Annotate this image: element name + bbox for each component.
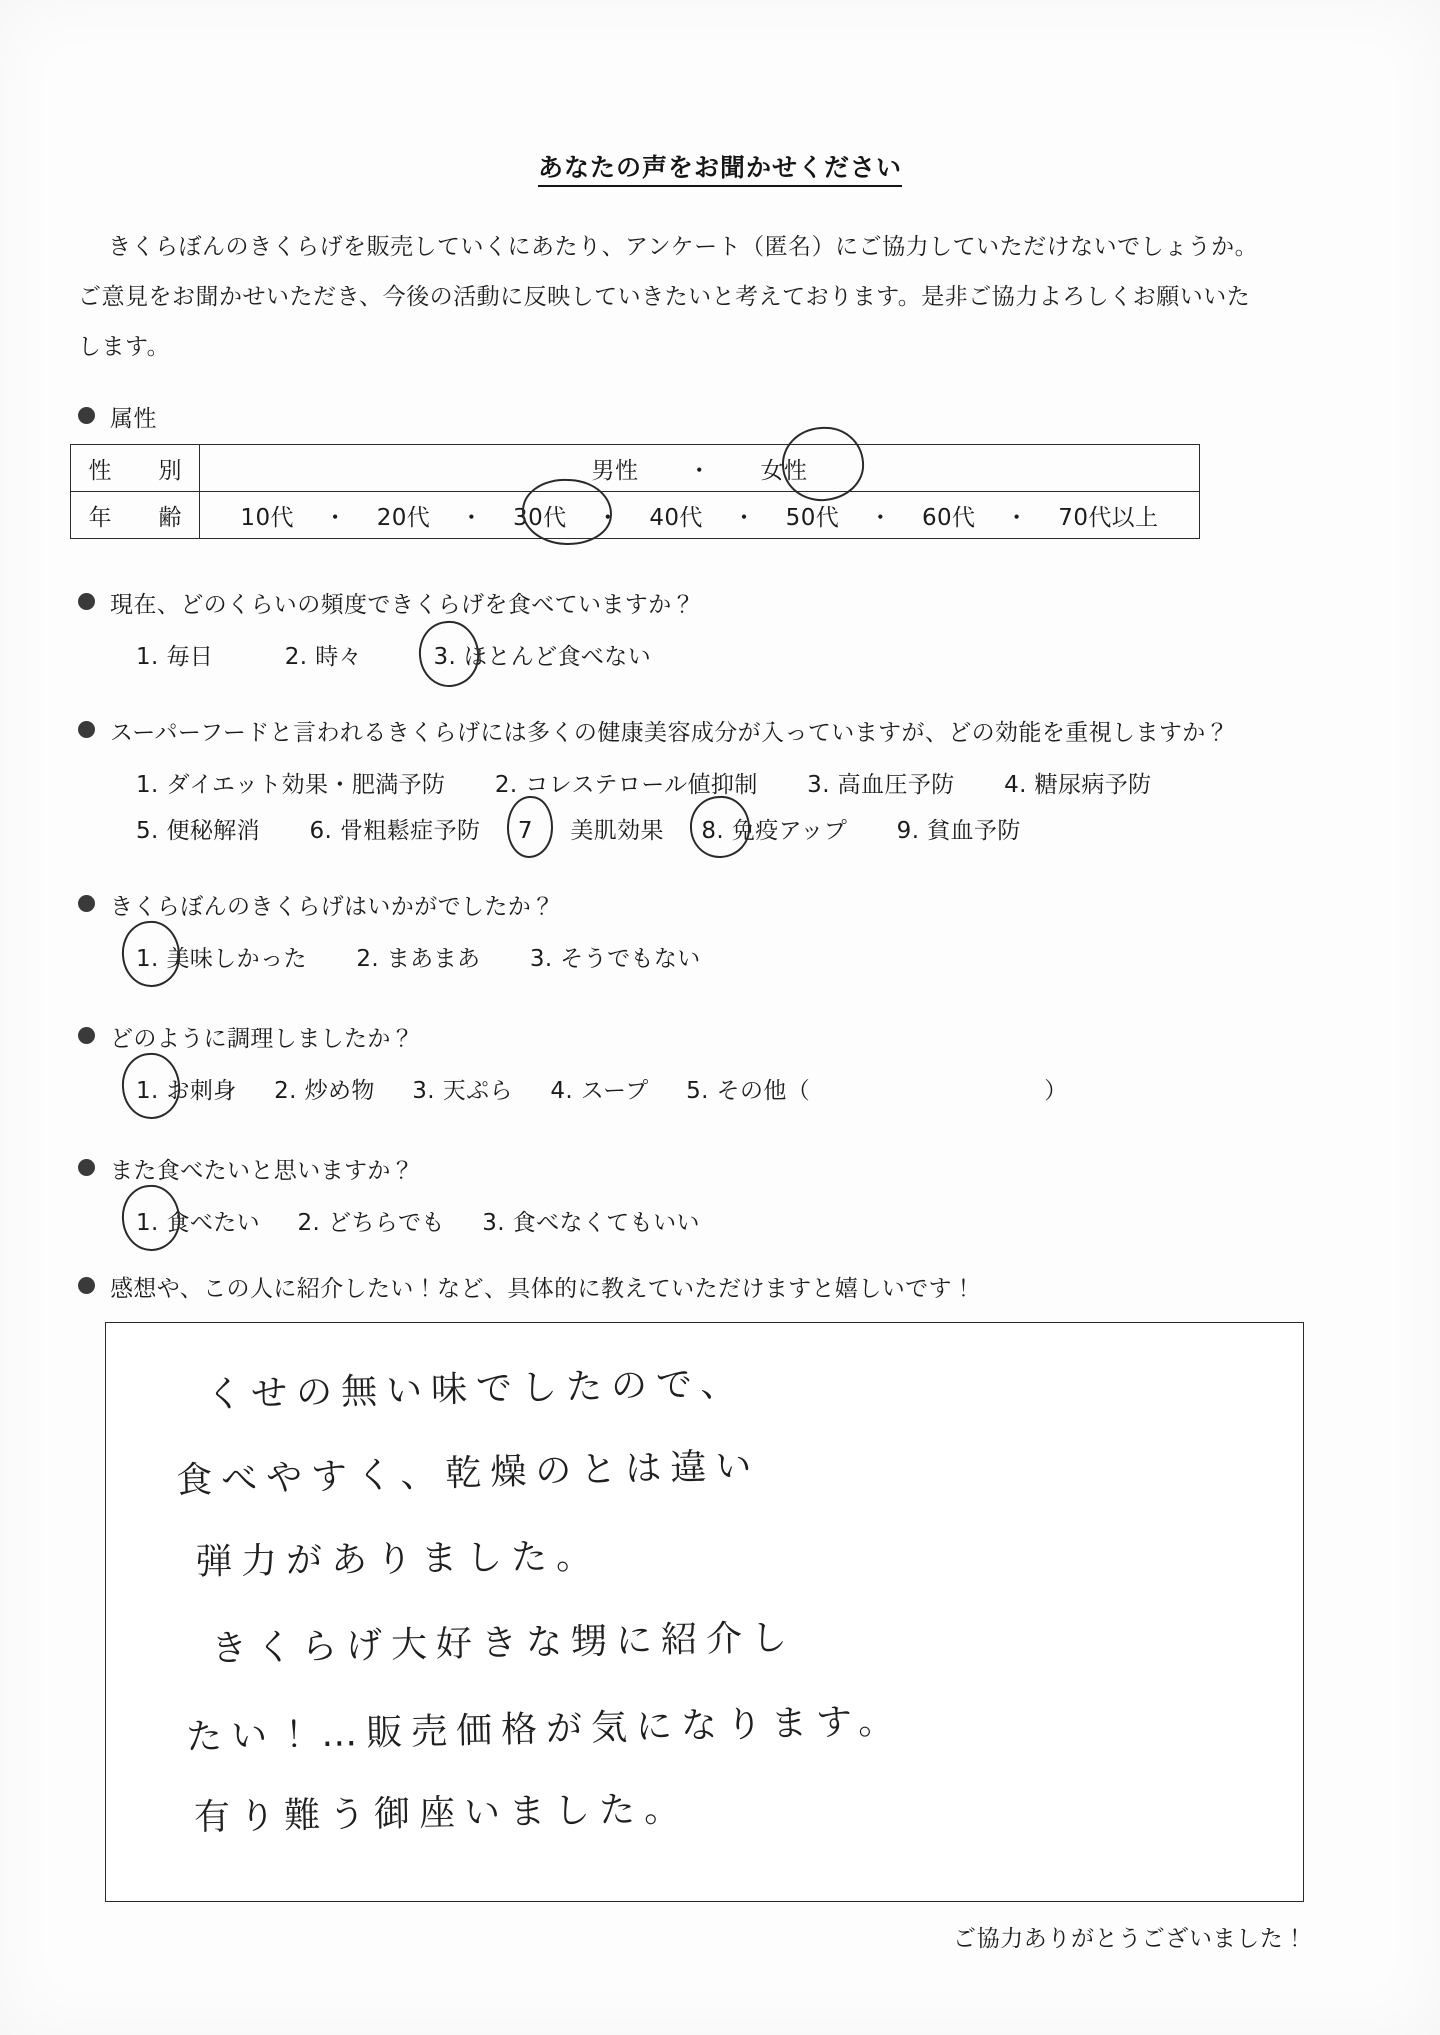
q4-option-1-label: お刺身 [166,1078,237,1104]
q4-option-5-num: 5. [686,1078,709,1104]
q4-option-5[interactable] [686,1068,1067,1114]
q2-heading [78,714,1388,747]
q3-option-1[interactable] [136,936,307,982]
q1-option-3-num: 3. [433,644,457,670]
q3-option-3-label: そうでもない [560,946,701,972]
intro-line-1: きくらぼんのきくらげを販売していくにあたり、アンケート（匿名）にご協力していただけないでしょうか。 [108,234,1259,260]
q2-option-1-num: 1. [136,772,159,798]
age-label: 年 齢 [71,492,200,539]
handwritten-line-2: 食べやすく、乾燥のとは違い [175,1445,761,1502]
q5-option-1-label: 食べたい [166,1210,261,1236]
q2-option-3-num: 3. [807,772,830,798]
q2-option-row-2 [136,808,1388,854]
gender-options[interactable] [200,445,1200,492]
q5-options [136,1200,1388,1246]
q4-option-2-num: 2. [274,1078,297,1104]
q5-heading [78,1152,1388,1185]
age-option-50[interactable]: 50代 [785,504,840,531]
intro-line-2: ご意見をお聞かせいただき、今後の活動に反映していきたいと考えております。是非ご協力よろしくお願いいた [78,284,1251,310]
q3-option-1-num: 1. [136,946,159,972]
q2-option-4-num: 4. [1004,772,1027,798]
q4-heading-label: どのように調理しましたか？ [110,1026,415,1052]
question-q5 [78,1152,1388,1246]
handwritten-line-6: 有り難う御座いました。 [193,1788,690,1839]
age-option-30[interactable]: 30代 [513,504,567,531]
age-sep-6: ・ [1005,504,1029,531]
q4-option-row-1 [136,1068,1388,1114]
age-options[interactable] [200,492,1200,539]
q2-option-1[interactable] [136,762,445,808]
bullet-icon [78,407,95,424]
q2-option-8-label: 免疫アップ [731,818,848,844]
q1-option-1-label: 毎日 [166,644,214,670]
q2-option-9-label: 貧血予防 [927,818,1021,844]
q3-heading-label: きくらぼんのきくらげはいかがでしたか？ [110,894,555,920]
q5-option-3-num: 3. [482,1210,505,1236]
table-row-gender [71,445,1200,492]
q4-option-4[interactable] [550,1068,648,1114]
page-title-text: あなたの声をお聞かせください [538,153,902,187]
q4-option-2-label: 炒め物 [304,1078,375,1104]
age-option-70plus[interactable]: 70代以上 [1058,504,1159,531]
bullet-icon [78,593,95,610]
attributes-section [78,400,1388,433]
q3-option-2[interactable] [356,936,480,982]
q3-option-3-num: 3. [529,946,553,972]
q2-option-1-label: ダイエット効果・肥満予防 [166,772,446,798]
q4-option-1-num: 1. [136,1078,159,1104]
gender-label: 性 別 [71,445,200,492]
q2-option-4[interactable] [1004,762,1151,808]
q5-heading-label: また食べたいと思いますか？ [110,1158,415,1184]
q2-option-7-num: 7 [517,818,533,844]
age-sep-4: ・ [732,504,756,531]
question-q4 [78,1020,1388,1114]
bullet-icon [78,1027,95,1044]
question-q2 [78,714,1388,854]
q2-option-2-num: 2. [494,772,518,798]
gender-option-female[interactable]: 女性 [760,457,808,484]
q5-option-3[interactable] [482,1200,700,1246]
q2-option-9[interactable] [897,808,1021,854]
q2-option-row-1 [136,762,1388,808]
q4-option-5-label: その他（ ） [716,1078,1068,1104]
q4-options [136,1068,1388,1114]
bullet-icon [78,895,95,912]
q3-option-2-label: まあまあ [386,946,481,972]
q2-option-6-label: 骨粗鬆症予防 [339,818,481,844]
q5-option-3-label: 食べなくてもいい [512,1210,700,1236]
q1-option-3-label: ほとんど食べない [463,644,652,670]
q5-option-row-1 [136,1200,1388,1246]
table-row-age [71,492,1200,539]
age-sep-1: ・ [323,504,348,531]
q4-heading [78,1020,1388,1053]
q3-options [136,936,1388,982]
age-sep-2: ・ [459,504,484,531]
handwritten-comment [106,1323,1303,1901]
attributes-heading-label: 属性 [110,406,157,432]
q4-option-3[interactable] [412,1068,513,1114]
q1-heading-label: 現在、どのくらいの頻度できくらげを食べていますか？ [110,592,695,618]
q2-option-5-num: 5. [136,818,159,844]
bullet-icon [78,1159,95,1176]
q3-heading [78,888,1388,921]
age-option-20[interactable]: 20代 [376,504,431,531]
age-option-60[interactable]: 60代 [921,504,976,531]
q4-option-1[interactable] [136,1068,237,1114]
q2-options [136,762,1388,854]
q1-option-1[interactable] [136,634,213,680]
attributes-table [70,444,1200,539]
q5-option-2-label: どちらでも [327,1210,445,1236]
age-sep-5: ・ [868,504,893,531]
q2-option-8-num: 8. [701,818,725,844]
q2-option-4-label: 糖尿病予防 [1034,772,1152,798]
q2-option-3[interactable] [807,762,954,808]
handwritten-line-3: 弾力がありました。 [195,1536,602,1583]
q2-option-5[interactable] [136,808,260,854]
q6-heading-label: 感想や、この人に紹介したい！など、具体的に教えていただけますと嬉しいです！ [110,1276,976,1302]
q2-option-6[interactable] [310,808,481,854]
age-sep-3: ・ [596,504,620,531]
intro-line-3: します。 [78,334,171,360]
q4-option-3-num: 3. [412,1078,435,1104]
q3-option-3[interactable] [530,936,701,982]
page-title [0,148,1440,184]
q2-option-8[interactable] [701,808,847,854]
q3-option-1-label: 美味しかった [166,946,307,972]
q2-option-2[interactable] [495,762,758,808]
q1-option-1-num: 1. [136,644,159,670]
q3-option-row-1 [136,936,1388,982]
intro-paragraph [78,222,1373,372]
age-option-10[interactable]: 10代 [240,504,294,531]
q2-option-6-num: 6. [309,818,333,844]
q1-option-2-label: 時々 [315,644,362,670]
q2-option-2-label: コレステロール値抑制 [525,772,758,798]
q4-option-4-label: スープ [580,1078,649,1104]
q2-option-3-label: 高血圧予防 [837,772,955,798]
q2-heading-label: スーパーフードと言われるきくらげには多くの健康美容成分が入っていますが、どの効能を重視しますか？ [110,720,1230,746]
bullet-icon [78,721,95,738]
age-option-40[interactable]: 40代 [649,504,703,531]
q1-option-3[interactable] [433,634,651,680]
q1-heading [78,586,1388,619]
q1-option-2[interactable] [285,634,362,680]
comment-textbox[interactable] [105,1322,1304,1902]
question-q1 [78,586,1388,680]
handwritten-line-1: くせの無い味でしたので、 [205,1363,746,1416]
q4-option-3-label: 天ぷら [442,1078,513,1104]
bullet-icon [78,1277,95,1294]
handwritten-line-4: きくらげ大好きな甥に紹介し [210,1617,797,1670]
question-q6 [78,1270,1388,1303]
q6-heading [78,1270,1388,1303]
handwritten-line-5: たい！…販売価格が気になります。 [185,1700,904,1759]
q4-option-2[interactable] [274,1068,375,1114]
q2-option-9-num: 9. [896,818,920,844]
gender-separator: ・ [687,457,712,484]
q1-option-row-1 [136,634,1388,680]
q1-option-2-num: 2. [284,644,308,670]
q3-option-2-num: 2. [356,946,380,972]
q2-option-7[interactable] [518,808,664,854]
q5-option-1-num: 1. [136,1210,159,1236]
question-q3 [78,888,1388,982]
q1-options [136,634,1388,680]
q5-option-2[interactable] [298,1200,445,1246]
q2-option-7-label: 美肌効果 [570,818,664,844]
attributes-heading [78,400,1388,433]
q5-option-1[interactable] [136,1200,260,1246]
footer-thanks: ご協力ありがとうございました！ [953,1926,1307,1952]
q5-option-2-num: 2. [297,1210,321,1236]
gender-option-male[interactable]: 男性 [591,457,639,484]
q4-option-4-num: 4. [550,1078,574,1104]
q2-option-5-label: 便秘解消 [166,818,261,844]
